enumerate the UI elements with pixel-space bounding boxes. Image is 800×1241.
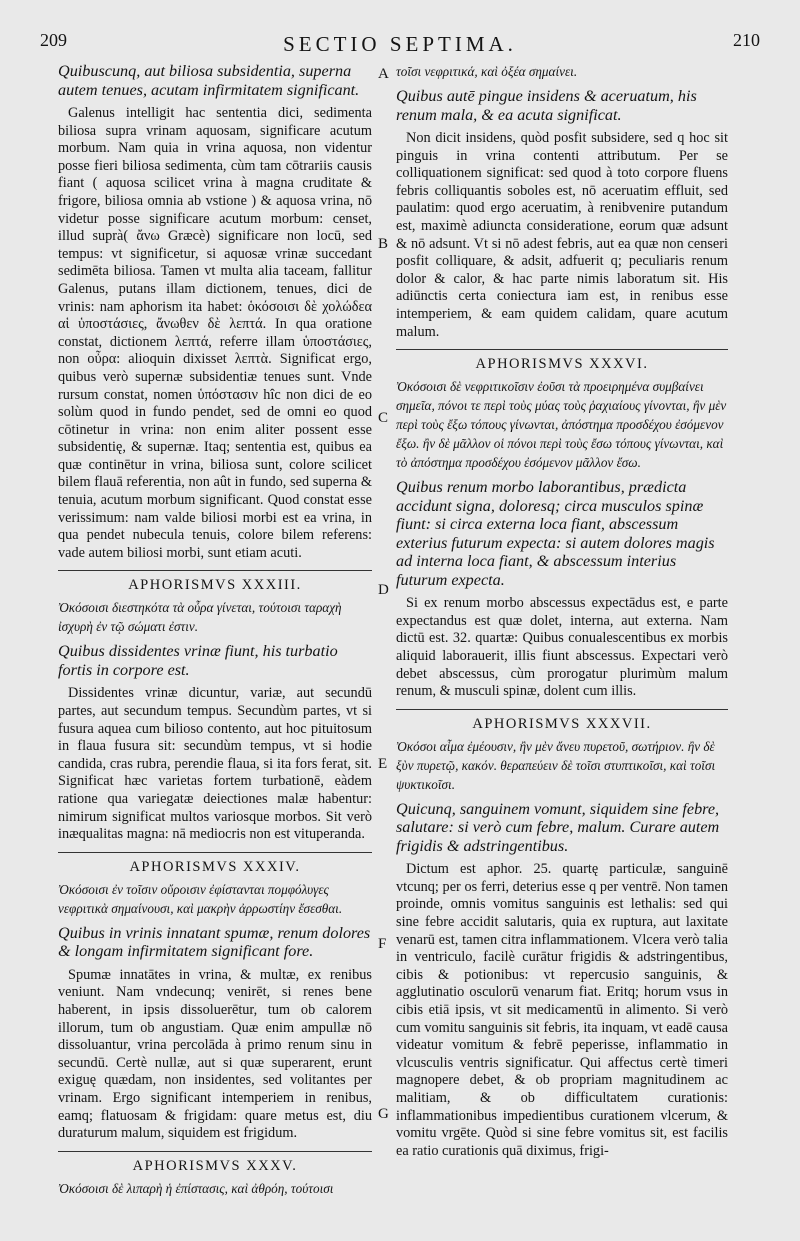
commentary-paragraph: Non dicit insidens, quòd posfit subsidere, sed q hoc sit pinguis in vrina contenti attributum. Per se colliquationem significat: sed quod à toto corpore fluens febris colliquantis soboles est, nō aceruatim effluit, sed paulatim: quod ergo aceruatim, à renibvenire putandum est, maximè adiuncta consideratione, eorum quæ adsunt & nō adsunt. Vt si nō adest febris, aut ea quæ non censeri posfit colliquare, & adsit, adfuerit q; peculiaris renum dolor & calor, & hac parte nimis laboratum sit. His adiūnctis certa coniectura iam est, in renibus esse intemperiem, & eam quidem calidam, quare acutum malum.: [396, 130, 728, 340]
aphorism-greek: τοῖσι νεφριτικά, καὶ ὀξέα σημαίνει.: [396, 64, 578, 79]
page-number-left: 209: [40, 30, 67, 50]
right-column: [396, 62, 728, 1166]
running-head: SECTIO SEPTIMA.: [283, 32, 517, 56]
margin-letter-c: C: [378, 410, 389, 426]
aphorism-heading: APHORISMVS XXXVII.: [472, 715, 652, 732]
aphorism-heading: APHORISMVS XXXV.: [132, 1157, 298, 1174]
aphorism-greek: Ὀκόσοισι δὲ νεφριτικοῖσιν ἐοῦσι τὰ προειρημένα συμβαίνει σημεῖα, πόνοι τε περὶ τοὺς μύας τοὺς ῥαχιαίους γίνονται, ἢν μὲν περὶ τοὺς ἔξω τόπους γίνωνται, ἀπόστημα προσδέχου ἐσόμενον ἔξω. ἢν δὲ μᾶλλον οἱ πόνοι περὶ τοὺς ἔσω τόπους γίνωνται, καὶ τὸ ἀπόστημα προσδέχου ἐσόμενον μᾶλλον ἔσω.: [396, 379, 727, 471]
margin-letter-a: A: [378, 66, 389, 82]
aphorism-heading: APHORISMVS XXXVI.: [475, 356, 649, 373]
aphorism-latin: Quibuscunq, aut biliosa subsidentia, superna autem tenues, acutam infirmitatem significant.: [58, 62, 360, 99]
commentary-paragraph: Dictum est aphor. 25. quartę particulæ, sanguinē vtcunq; per os ferri, deterius esse q per ventrē. Non tamen proinde, omnis vomitus sanguinis est lethalis: sed qui sine febre accidit salutaris, quia ex ruptura, aut laxitate venarū est, tamen citra inflammationem. Vlcera verò talia in ventriculo, facilè curātur frigidis & adstringentibus, cibis & potionibus: vt repercusio sanguinis, & agglutinatio osculorū venarum fiat. Eritq; horum vsus in cibis etiā ipsis, vt sit medicamentū in alimento. Si verò cum vomitu sanguinis sit febris, ita inquam, vt eadē causa videatur vomitum & febrē peperisse, inflammatio in vlcusculis ventris significatur. Qui affectus certè timeri magnopere debet, & ob propriam magnitudinem ac malitiam, & ob difficultatem curationis: inflammationibus impedientibus curationem vlcerum, & vomitu vrgēte. Quòd si sine febre vomitus sit, est facilis ea ratio curationis quā diximus, frigi-: [396, 861, 728, 1159]
margin-letter-d: D: [378, 582, 389, 598]
aphorism-latin: Quibus renum morbo laborantibus, prædicta accidunt signa, doloresq; circa musculos spinæ fiunt: si circa externa loca fiant, abscessum exterius futurum expecta: si autem dolores magis ad interna loca fiant, & abscessum interius futurum expecta.: [396, 478, 715, 589]
page-header: [40, 30, 760, 66]
commentary-paragraph: Dissidentes vrinæ dicuntur, variæ, aut secundū partes, aut secundum tempus. Secundùm partes, vt si fusura aquea cum bilioso contento, aut hoc pituitosum in flaua fusura sit: secundùm tempus, vt si hodie candida, cras rubra, perendie flaua, si ita fors ferat, sit. Significat hæc varietas fortem turbationē, eàdem ratione qua variegatæ deiectiones malæ habentur: nimirum significat multos variosque morbos. Sit verò inæqualitas magna: nā mediocris non est vituperanda.: [58, 685, 372, 843]
aphorism-latin: Quicunq, sanguinem vomunt, siquidem sine febre, salutare: si verò cum febre, malum. Curare autem frigidis & adstringentibus.: [396, 799, 720, 855]
aphorism-greek: Ὀκόσοισι διεστηκότα τὰ οὖρα γίνεται, τούτοισι ταραχὴ ἰσχυρὴ ἐν τῷ σώματι ἐστιν.: [58, 600, 342, 635]
margin-letter-e: E: [378, 756, 388, 772]
aphorism-latin: Quibus autē pingue insidens & aceruatum, his renum mala, & ea acuta significat.: [396, 87, 697, 124]
margin-letter-b: B: [378, 236, 389, 252]
aphorism-latin: Quibus in vrinis innatant spumæ, renum dolores & longam infirmitatem significant fore.: [58, 923, 371, 961]
commentary-paragraph: Galenus intelligit hac sententia dici, sedimenta biliosa supra vrinam aquosam, significare acutum morbum. Nam quia in vrina aquosa, non videntur posse fieri biliosa sedimenta, cùm tam cōtrariis causis fiant ( aquosa scilicet vrina à magna cruditate & frigore, biliosa omnia ab vstione ) & aquosa vrina, nō videtur posse significare acutum morbum: censet, illud suprà( ἄνω Græcè) significare non locū, sed tempus: vt significetur, si aquosæ vrinæ succedant sedimēta biliosa. Tamen vt multa alia taceam, fallitur Galenus, putans illam dictionem, tenues, dici de vrinis: nam aphorism ita habet: ὁκόσοισι δὲ χολώδεα αἱ ὑποστάσιες, ἄνωθεν δὲ λεπτά. In qua oratione constat, dictionem λεπτά, referre illam ὑποστάσιες, non οὖρα: alioquin dixisset λεπτὰ. Significat ergo, quibus verò supernæ subsidentiæ tenues sunt. Vnde rursum constat, nomen ὑπόστασιν hîc non dici de eo solùm quod in fundo pendet, sed de omni eo quod cōtinetur in vrina: non enim aliter possent esse subsidentię, & supernæ. Itaq; sententia est, quibus ea quæ continētur in vrina, biliosa sunt, colore scilicet bilem flauā referentia, non aût in fundo, sed superna & tenuia, acutum morbum significant. Quod constat esse verissimum: nam valde biliosi morbi est ea vrina, in qua pendet nubecula tenuis, colore bilem referens: vade autem biliosi morbi, sunt etiam acuti.: [58, 105, 372, 561]
section-rule: [58, 570, 372, 571]
section-rule: [58, 852, 372, 853]
aphorism-greek: Ὀκόσοισι ἐν τοῖσιν οὔροισιν ἐφίστανται πομφόλυγες νεφριτικὰ σημαίνουσι, καὶ μακρὴν ἀρρωστίην ἔσεσθαι.: [58, 881, 343, 916]
margin-letter-g: G: [378, 1106, 389, 1122]
commentary-paragraph: Si ex renum morbo abscessus expectādus est, e parte expectandus est quæ dolet, interna, aut externa. Nam dictū est. 32. quartæ: Quibus conualescentibus ex morbis aliquid laborauerit, illis fiunt abscessus. Expectari verò debet abscessus, cùm prorogatur plurimùm malum renum, & musculi spinæ, dolent cum illis.: [396, 595, 728, 700]
aphorism-latin: Quibus dissidentes vrinæ fiunt, his turbatio fortis in corpore est.: [58, 642, 338, 679]
commentary-paragraph: Spumæ innatātes in vrina, & multæ, ex renibus veniunt. Nam vndecunq; venirēt, si renes bene haberent, in ipsis dissoluerētur, tum ob calorem illorum, tum ob angustiam. Quæ enim ampullæ nō dissoluantur, vrina percolāda à primo renum sinu in secundū. Certè nullæ, aut si quæ superarent, erunt exiguę quædam, non insidentes, sed volitantes per vrinam. Ergo significant intemperiem in renibus, eamq; flatuosam & frigidam: quare metus est, diu duraturum malum, siquidem est frigidum.: [58, 966, 372, 1142]
section-rule: [396, 709, 728, 710]
aphorism-greek: Ὀκόσοισι δὲ λιπαρὴ ἡ ἐπίστασις, καὶ ἀθρόη, τούτοισι: [58, 1180, 334, 1196]
aphorism-greek: Ὀκόσοι αἷμα ἐμέουσιν, ἢν μὲν ἄνευ πυρετοῦ, σωτήριον. ἢν δὲ ξὺν πυρετῷ, κακόν. θεραπεύειν δὲ τοῖσι στυπτικοῖσι, καὶ τοῖσι ψυκτικοῖσι.: [396, 738, 716, 792]
margin-letter-f: F: [378, 936, 387, 952]
section-rule: [396, 349, 728, 350]
aphorism-heading: APHORISMVS XXXIII.: [128, 577, 302, 594]
page-number-right: 210: [733, 30, 760, 50]
aphorism-heading: APHORISMVS XXXIV.: [129, 858, 301, 875]
section-rule: [58, 1151, 372, 1152]
left-column: [58, 62, 372, 1204]
